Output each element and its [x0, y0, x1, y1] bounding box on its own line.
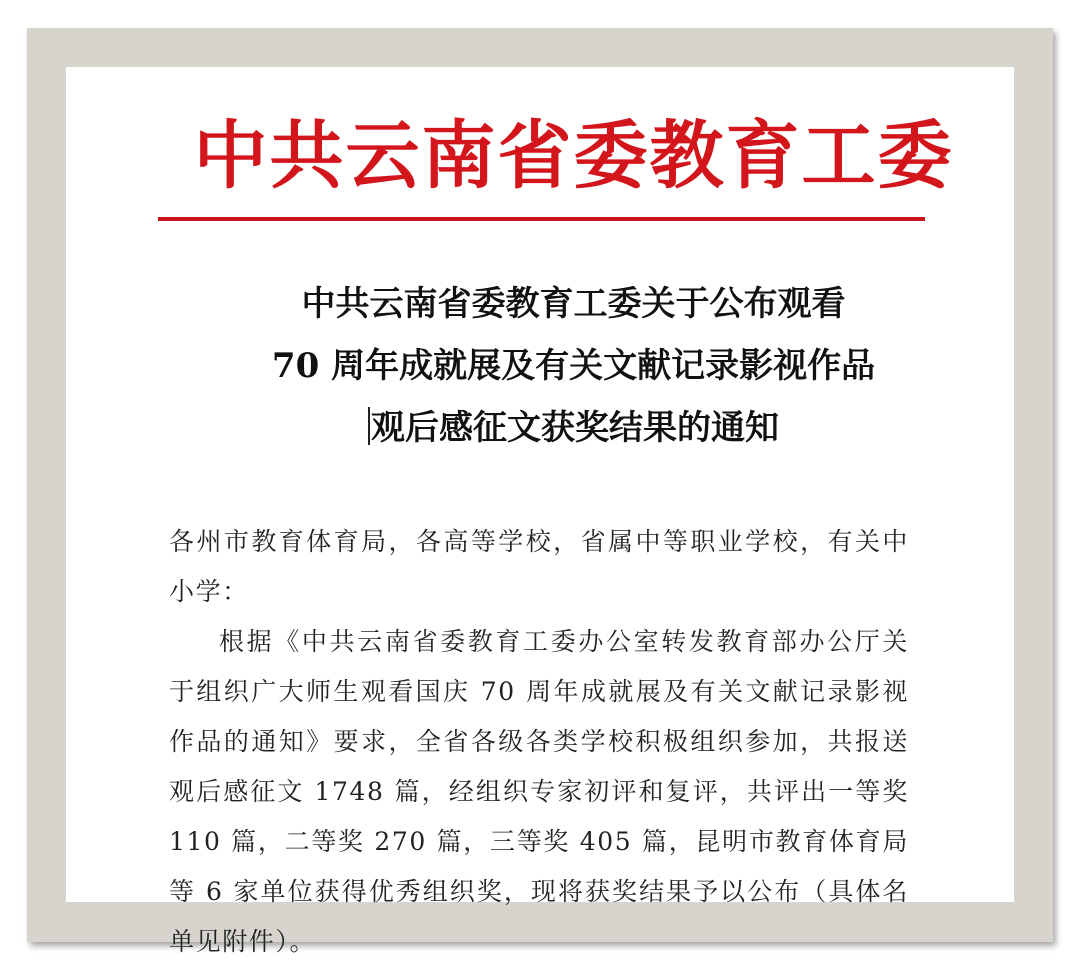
red-divider-line — [158, 217, 925, 221]
document-title — [66, 273, 1081, 459]
salutation: 各州市教育体育局，各高等学校，省属中等职业学校，有关中小学： — [169, 527, 909, 606]
text-cursor — [368, 407, 370, 445]
masthead-title: 中共云南省委教育工委 — [193, 113, 954, 199]
title-line-3-wrap — [66, 397, 1081, 459]
body-paragraph: 根据《中共云南省委教育工委办公室转发教育部办公厅关于组织广大师生观看国庆 70 周年成就展及有关文献记录影视作品的通知》要求，全省各级各类学校积极组织参加，共报送观后感征文 1748 篇，经组织专家初评和复评，共评出一等奖 110 篇，二等奖 270 篇，三等奖 405 篇，昆明市教育体育局等 6 家单位获得优秀组织奖，现将获奖结果予以公布（具体名单见附件）。 — [169, 627, 909, 956]
title-line-1: 中共云南省委教育工委关于公布观看 — [301, 284, 846, 324]
title-line-3: 观后感征文获奖结果的通知 — [371, 408, 779, 448]
document-page — [66, 67, 1014, 956]
document-body — [169, 517, 909, 967]
title-line-2: 70 周年成就展及有关文献记录影视作品 — [271, 346, 876, 386]
